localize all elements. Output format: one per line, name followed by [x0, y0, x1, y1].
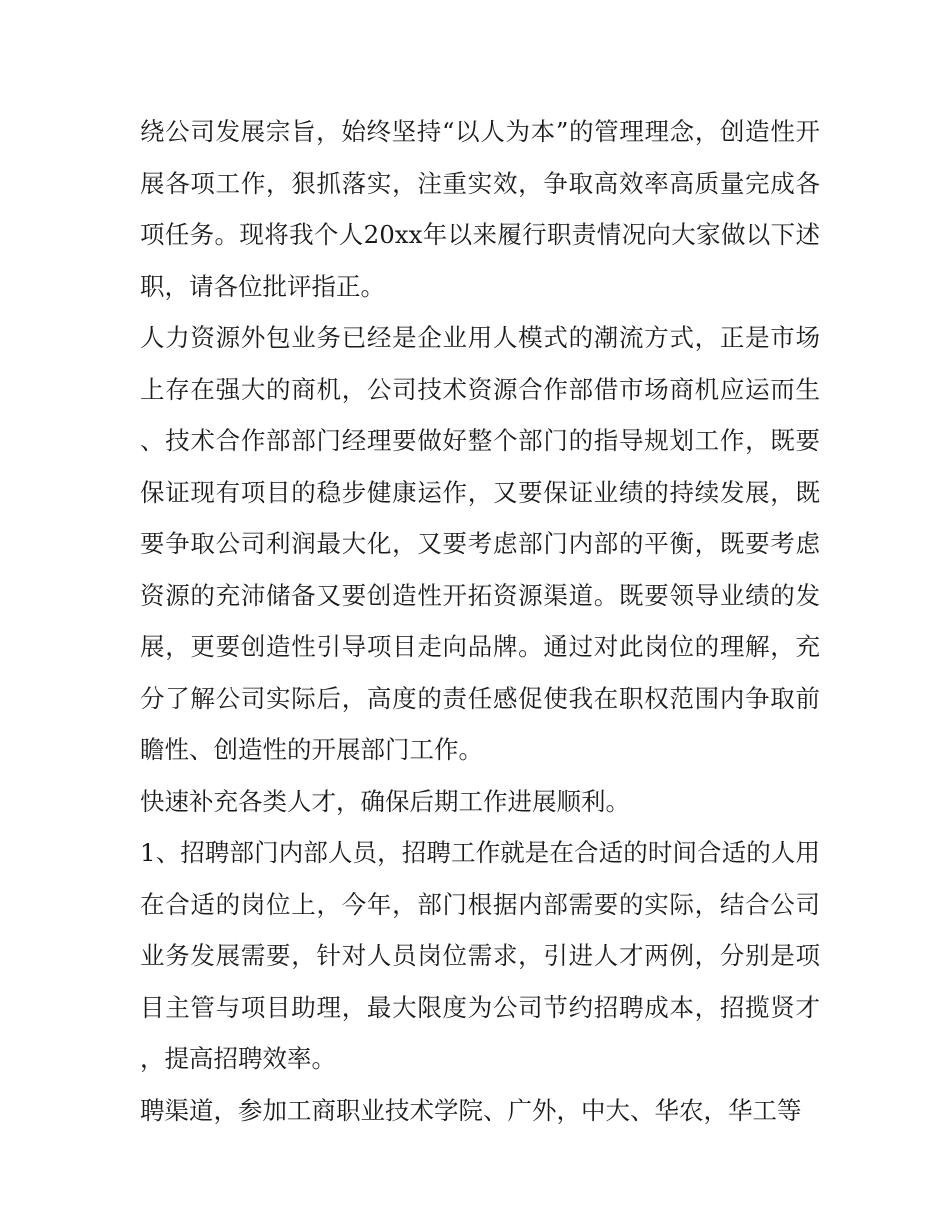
paragraph-3: 快速补充各类人才，确保后期工作进展顺利。: [140, 786, 630, 816]
paragraph-5: 聘渠道，参加工商职业技术学院、广外，中大、华农，华工等: [140, 1095, 802, 1125]
paragraph-1: 绕公司发展宗旨，始终坚持“以人为本”的管理理念，创造性开展各项工作，狠抓落实，注重实效，争取高效率高质量完成各项任务。现将我个人20xx年以来履行职责情况向大家做以下述职，请各位批评指正。: [140, 117, 820, 301]
paragraph-4: 1、招聘部门内部人员，招聘工作就是在合适的时间合适的人用在合适的岗位上，今年，部门根据内部需要的实际，结合公司业务发展需要，针对人员岗位需求，引进人才两例，分别是项目主管与项目助理，最大限度为公司节约招聘成本，招揽贤才，提高招聘效率。: [140, 838, 820, 1073]
document-body: [140, 106, 820, 1136]
paragraph-2: 人力资源外包业务已经是企业用人模式的潮流方式，正是市场上存在强大的商机，公司技术资源合作部借市场商机应运而生、技术合作部部门经理要做好整个部门的指导规划工作，既要保证现有项目的稳步健康运作，又要保证业绩的持续发展，既要争取公司利润最大化，又要考虑部门内部的平衡，既要考虑资源的充沛储备又要创造性开拓资源渠道。既要领导业绩的发展，更要创造性引导项目走向品牌。通过对此岗位的理解，充分了解公司实际后，高度的责任感促使我在职权范围内争取前瞻性、创造性的开展部门工作。: [140, 323, 820, 764]
